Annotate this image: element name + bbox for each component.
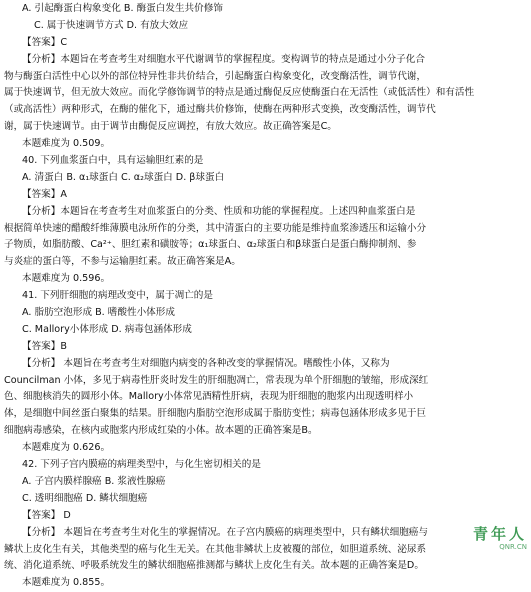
text-line: 子物质，如脂肪酸、Ca²⁺、胆红素和磺胺等；α₁球蛋白、α₂球蛋白和β球蛋白是蛋白酶抑制剂、参 [4, 239, 417, 251]
text-line: 【答案】A [22, 188, 67, 200]
text-line: Councilman 小体，多见于病毒性肝炎时发生的肝细胞凋亡，常表现为单个肝细胞的皱缩，形成深红 [4, 374, 429, 386]
text-line: A. 引起酶蛋白构象变化 B. 酶蛋白发生共价修饰 [22, 3, 223, 14]
watermark-url: QNR.CN [499, 543, 527, 551]
text-line: 根据简单快速的醋酸纤维薄膜电泳所作的分类，其中清蛋白的主要功能是维持血浆渗透压和运输小分 [4, 222, 427, 234]
text-line: 本题难度为 0.596。 [22, 273, 111, 285]
text-line: （或高活性）两种形式，在酶的催化下，通过酶共价修饰，使酶在两种形式变换，改变酶活性，调节代 [4, 104, 436, 116]
text-line: A. 脂肪空泡形成 B. 嗜酸性小体形成 [22, 307, 175, 319]
document-body [4, 1, 528, 592]
text-line: 【答案】 D [22, 509, 71, 521]
text-line: 【答案】B [22, 340, 67, 352]
text-line: A. 子宫内膜样腺癌 B. 浆液性腺癌 [22, 475, 166, 487]
text-line: 40. 下列血浆蛋白中，具有运输胆红素的是 [22, 155, 204, 167]
text-line: 色、细胞核消失的圆形小体。Mallory小体常见酒精性肝病，表现为肝细胞的胞浆内出现透明样小 [4, 391, 414, 403]
text-line: 【分析】 本题旨在考查考生对化生的掌握情况。在子宫内膜癌的病理类型中，只有鳞状细胞癌与 [22, 526, 428, 538]
text-line: 本题难度为 0.509。 [22, 138, 111, 150]
text-line: C. Mallory小体形成 D. 病毒包涵体形成 [22, 323, 192, 335]
text-line: 【答案】C [22, 36, 68, 48]
text-line: 本题难度为 0.855。 [22, 577, 111, 589]
text-line: 【分析】本题旨在考查考生对血浆蛋白的分类、性质和功能的掌握程度。上述四种血浆蛋白是 [22, 205, 416, 217]
text-line: 谢，属于快速调节。由于调节由酶促反应调控，有放大效应。故正确答案是C。 [4, 121, 337, 133]
text-line: 体，是细胞中间丝蛋白聚集的结果。肝细胞内脂肪空泡形成属于脂肪变性；病毒包涵体形成多见于巨 [4, 408, 427, 420]
text-line: 统、消化道系统、呼吸系统发生的鳞状细胞癌推测都与鳞状上皮化生有关。故本题的正确答案是D。 [4, 560, 424, 572]
text-line: 物与酶蛋白活性中心以外的部位特异性非共价结合，引起酶蛋白构象变化，改变酶活性，调节代谢， [4, 70, 427, 82]
watermark-logo [473, 526, 527, 551]
text-line: 细胞病毒感染，在核内或胞浆内形成红染的小体。故本题的正确答案是B。 [4, 425, 318, 437]
watermark-text: 青年人 [472, 525, 527, 543]
text-line: 41. 下列肝细胞的病理改变中，属于凋亡的是 [22, 290, 213, 302]
text-line: 【分析】本题旨在考查考生对细胞水平代谢调节的掌握程度。变构调节的特点是通过小分子化合 [22, 53, 425, 65]
text-line: C. 属于快速调节方式 D. 有放大效应 [34, 19, 189, 31]
text-line: A. 清蛋白 B. α₁球蛋白 C. α₂球蛋白 D. β球蛋白 [22, 171, 225, 183]
text-line: 42. 下列子宫内膜癌的病理类型中，与化生密切相关的是 [22, 459, 261, 471]
text-line: 属于快速调节，但无放大效应。而化学修饰调节的特点是通过酶促反应使酶蛋白在无活性（或低活性）和有活性 [4, 87, 475, 99]
text-line: 鳞状上皮化生有关，其他类型的癌与化生无关。在其他非鳞状上皮被覆的部位，如胆道系统、泌尿系 [4, 543, 427, 555]
text-line: C. 透明细胞癌 D. 鳞状细胞癌 [22, 492, 148, 504]
text-line: 与炎症的蛋白等，不参与运输胆红素。故正确答案是A。 [4, 256, 241, 268]
text-line: 【分析】 本题旨在考查考生对细胞内病变的各种改变的掌握情况。嗜酸性小体，又称为 [22, 357, 390, 369]
text-line: 本题难度为 0.626。 [22, 442, 111, 454]
